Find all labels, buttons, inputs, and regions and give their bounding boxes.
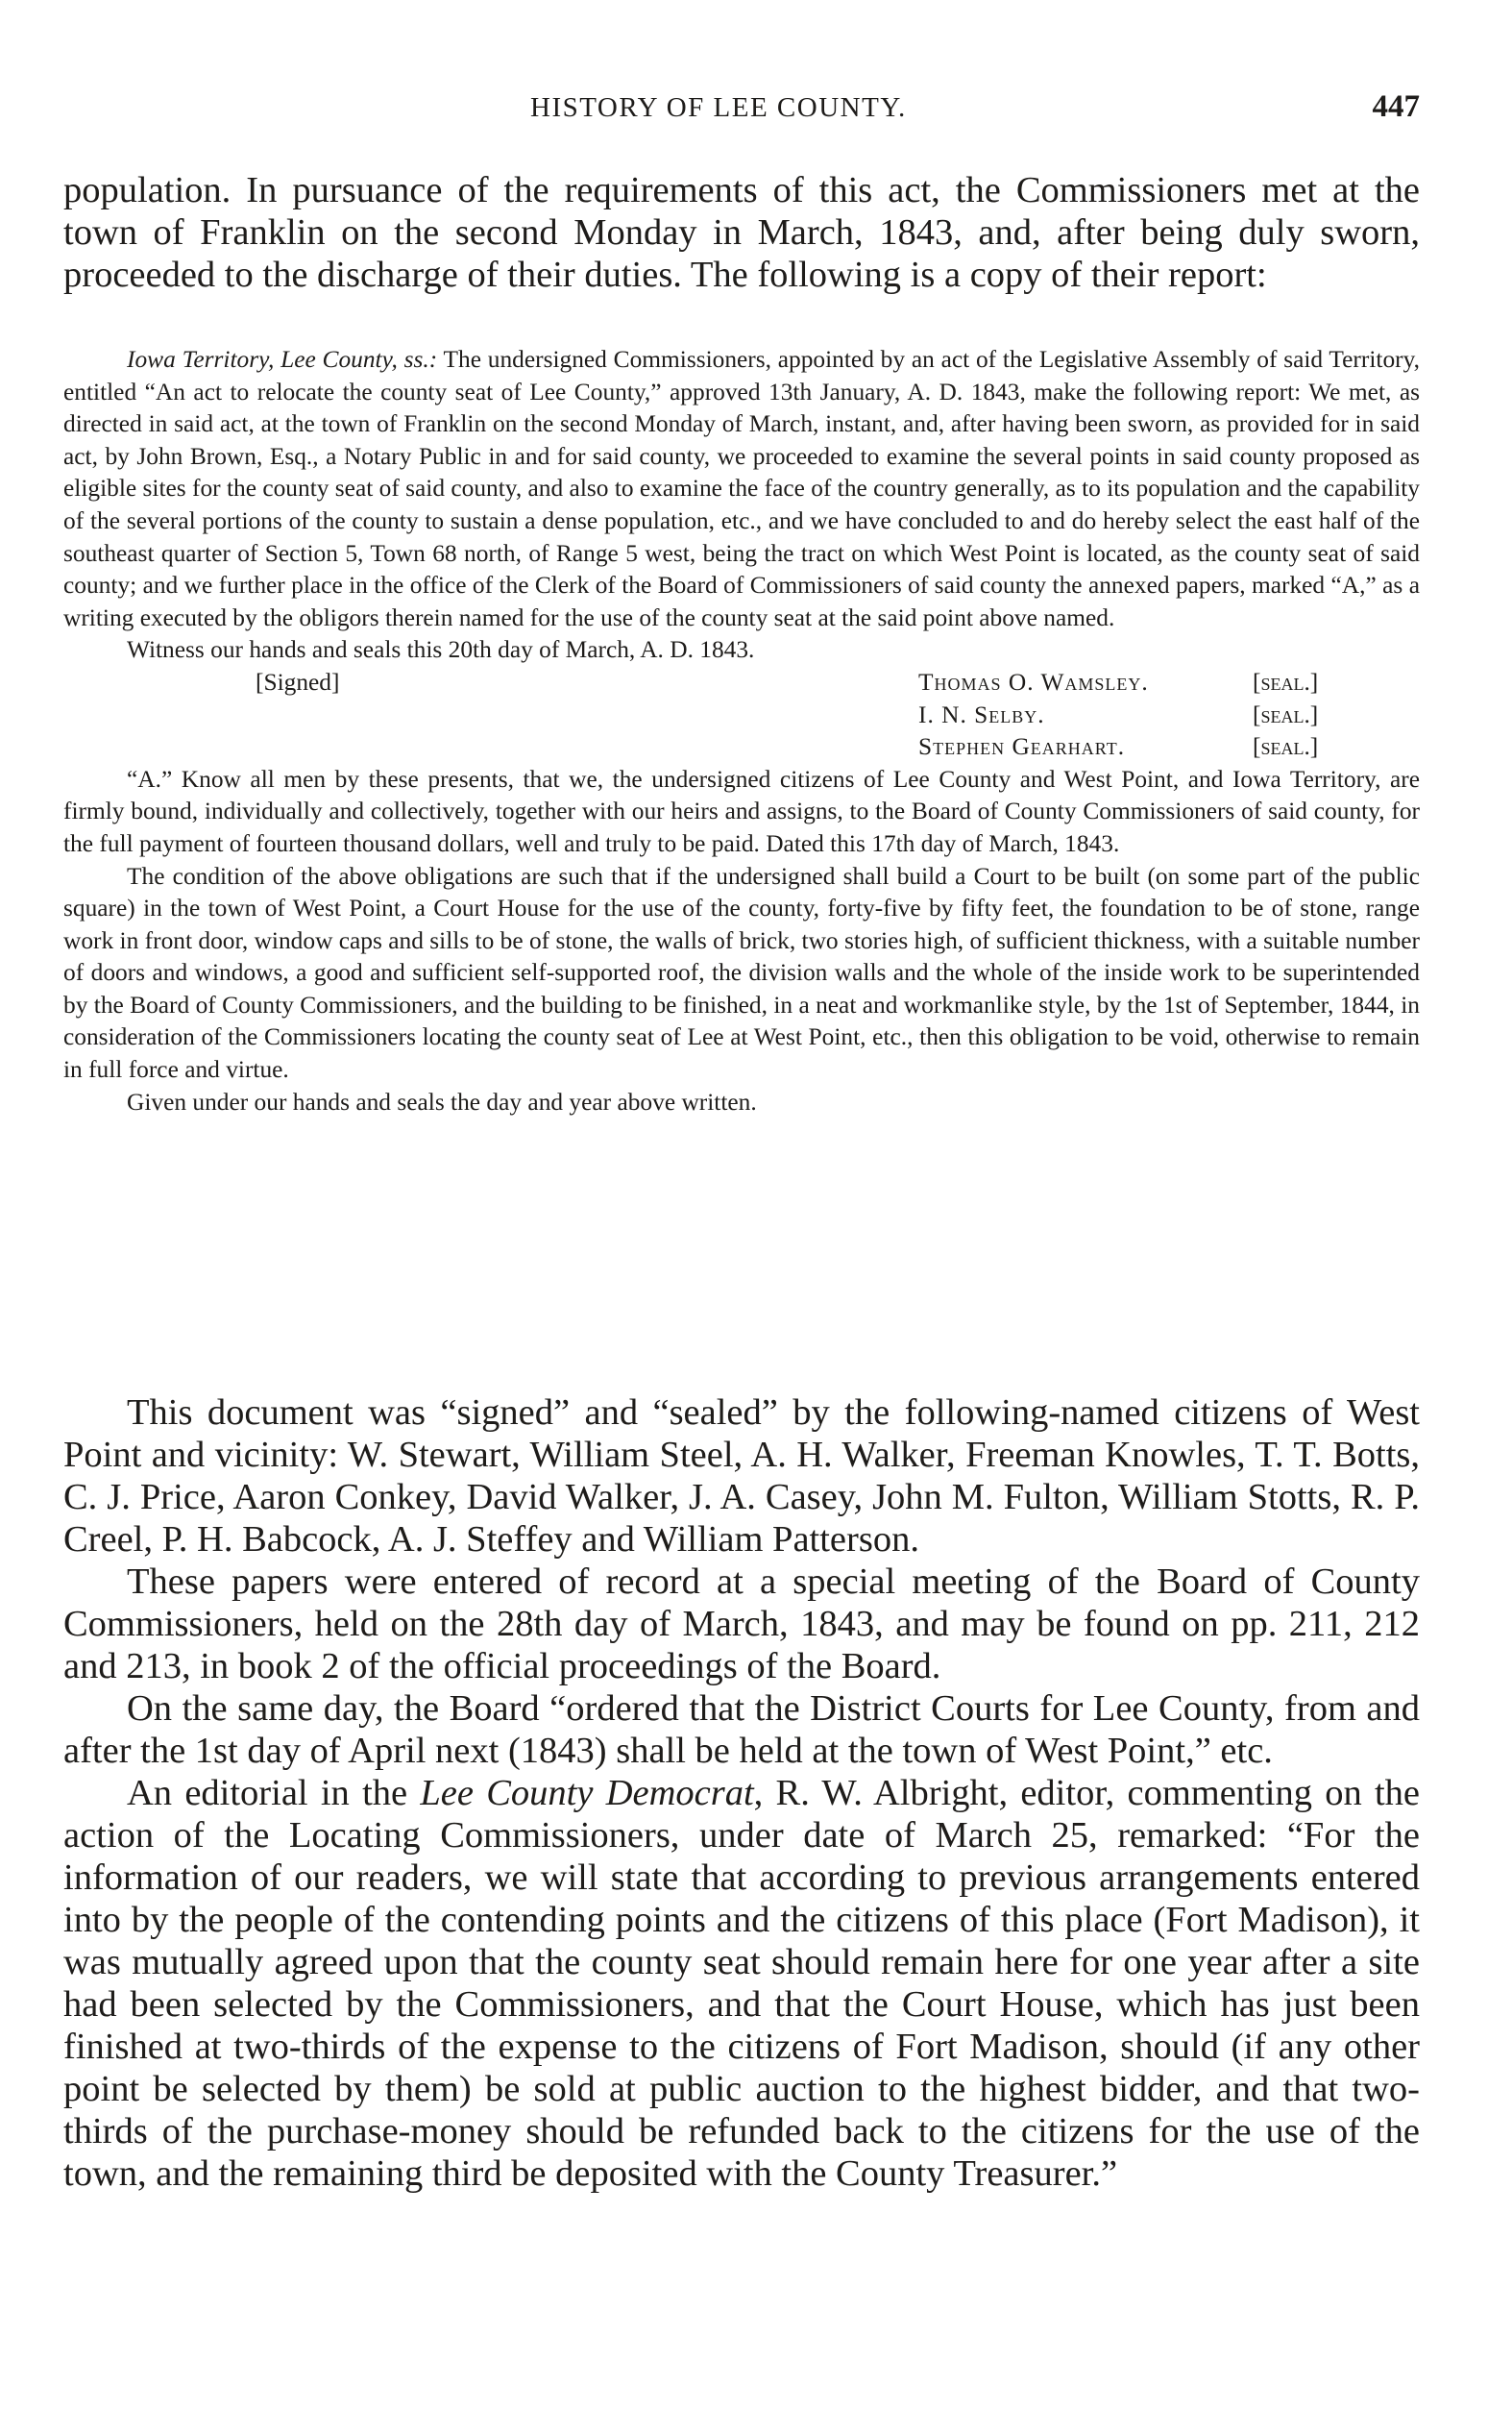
signed-label: [Signed] [256,668,340,696]
report-venue: Iowa Territory, Lee County, ss.: [127,346,438,373]
bond-paragraph: “A.” Know all men by these presents, that we, the undersigned citizens of Lee County and West Point, and Iowa Territory, are firmly bound, individually and collectively, together with our heirs and assigns, to the Board of County Commissioners of said county, for the full payment of fourteen thousand dollars, well and truly to be paid. Dated this 17th day of March, 1843. [63,765,1420,857]
court-order-paragraph: On the same day, the Board “ordered that the District Courts for Lee County, from and after the 1st day of April next (1843) shall be held at the town of West Point,” etc. [63,1688,1420,1771]
signature-block [63,667,1420,764]
editorial-intro: An editorial in the [127,1773,408,1813]
seal-mark: [seal.] [1253,668,1319,696]
editorial-paragraph [63,1772,1420,2195]
record-paragraph: These papers were entered of record at a special meeting of the Board of County Commissioners, held on the 28th day of March, 1843, and may be found on pp. 211, 212 and 213, in book 2 of the official proceedings of the Board. [63,1561,1420,1686]
signers-paragraph: This document was “signed” and “sealed” by the following-named citizens of West Point and vicinity: W. Stewart, William Steel, A. H. Walker, Freeman Knowles, T. T. Botts, C. J. Price, Aaron Conkey, David Walker, J. A. Casey, John M. Fulton, William Stotts, R. P. Creel, P. H. Babcock, A. J. Steffey and William Patterson. [63,1392,1420,1560]
seal-mark: [seal.] [1253,701,1319,728]
signature-row [63,700,1420,732]
page-number: 447 [1372,89,1420,124]
witness-line: Witness our hands and seals this 20th day of March, A. D. 1843. [127,636,755,664]
commissioners-report [63,344,1420,1119]
main-text [63,1391,1420,2195]
signatory-name: Stephen Gearhart. [918,733,1126,761]
signature-row [63,667,1420,700]
signatory-name: I. N. Selby. [918,701,1045,728]
signature-row [63,731,1420,764]
report-body: The undersigned Commissioners, appointed by an act of the Legislative Assembly of said Territory, entitled “An act to relocate the county seat of Lee County,” approved 13th January, A. D. 1843, make the following report: We met, as directed in said act, at the town of Franklin on the second Monday of March, instant, and, after having been sworn, as provided for in said act, by John Brown, Esq., a Notary Public in and for said county, we proceeded to examine the several points in said county proposed as eligible sites for the county seat of said county, and also to examine the face of the country generally, as to its population and the capability of the several portions of the county to sustain a dense population, etc., and we have concluded to and do hereby select the east half of the southeast quarter of Section 5, Town 68 north, of Range 5 west, being the tract on which West Point is located, as the county seat of said county; and we further place in the office of the Clerk of the Board of Commissioners of said county the annexed papers, marked “A,” as a writing executed by the obligors therein named for the use of the county seat at the said point above named. [63,346,1420,631]
given-line: Given under our hands and seals the day and year above written. [127,1088,757,1116]
report-paragraph [63,344,1420,634]
intro-paragraph: population. In pursuance of the requirements of this act, the Commissioners met at the town of Franklin on the second Monday in March, 1843, and, after being duly sworn, proceeded to the discharge of their duties. The following is a copy of their report: [63,170,1420,295]
seal-mark: [seal.] [1253,733,1319,761]
condition-paragraph: The condition of the above obligations are such that if the undersigned shall build a Court to be built (on some part of the public square) in the town of West Point, a Court House for the use of the county, forty-five by fifty feet, the foundation to be of stone, range work in front door, window caps and sills to be of stone, the walls of brick, two stories high, of sufficient thickness, with a suitable number of doors and windows, a good and sufficient self-supported roof, the division walls and the whole of the inside work to be superintended by the Board of County Commissioners, and the building to be finished, in a neat and workmanlike style, by the 1st of September, 1844, in consideration of the Commissioners locating the county seat of Lee at West Point, etc., then this obligation to be void, otherwise to remain in full force and virtue. [63,862,1420,1084]
running-header [63,89,1420,131]
newspaper-name: Lee County Democrat [420,1773,754,1813]
book-page [63,0,1420,2434]
signatory-name: Thomas O. Wamsley. [918,668,1149,696]
running-title: HISTORY OF LEE COUNTY. [530,92,907,123]
editorial-quote: , R. W. Albright, editor, commenting on the action of the Locating Commissioners, under date of March 25, remarked: “For the information of our readers, we will state that according to previous arrangements entered into by the people of the contending points and the citizens of this place (Fort Madison), it was mutually agreed upon that the county seat should remain here for one year after a site had been selected by the Commissioners, and that the Court House, which has just been finished at two-thirds of the expense to the citizens of Fort Madison, should (if any other point be selected by them) be sold at public auction to the highest bidder, and that two-thirds of the purchase-money should be refunded back to the citizens for the use of the town, and the remaining third be deposited with the County Treasurer.” [63,1773,1421,2194]
